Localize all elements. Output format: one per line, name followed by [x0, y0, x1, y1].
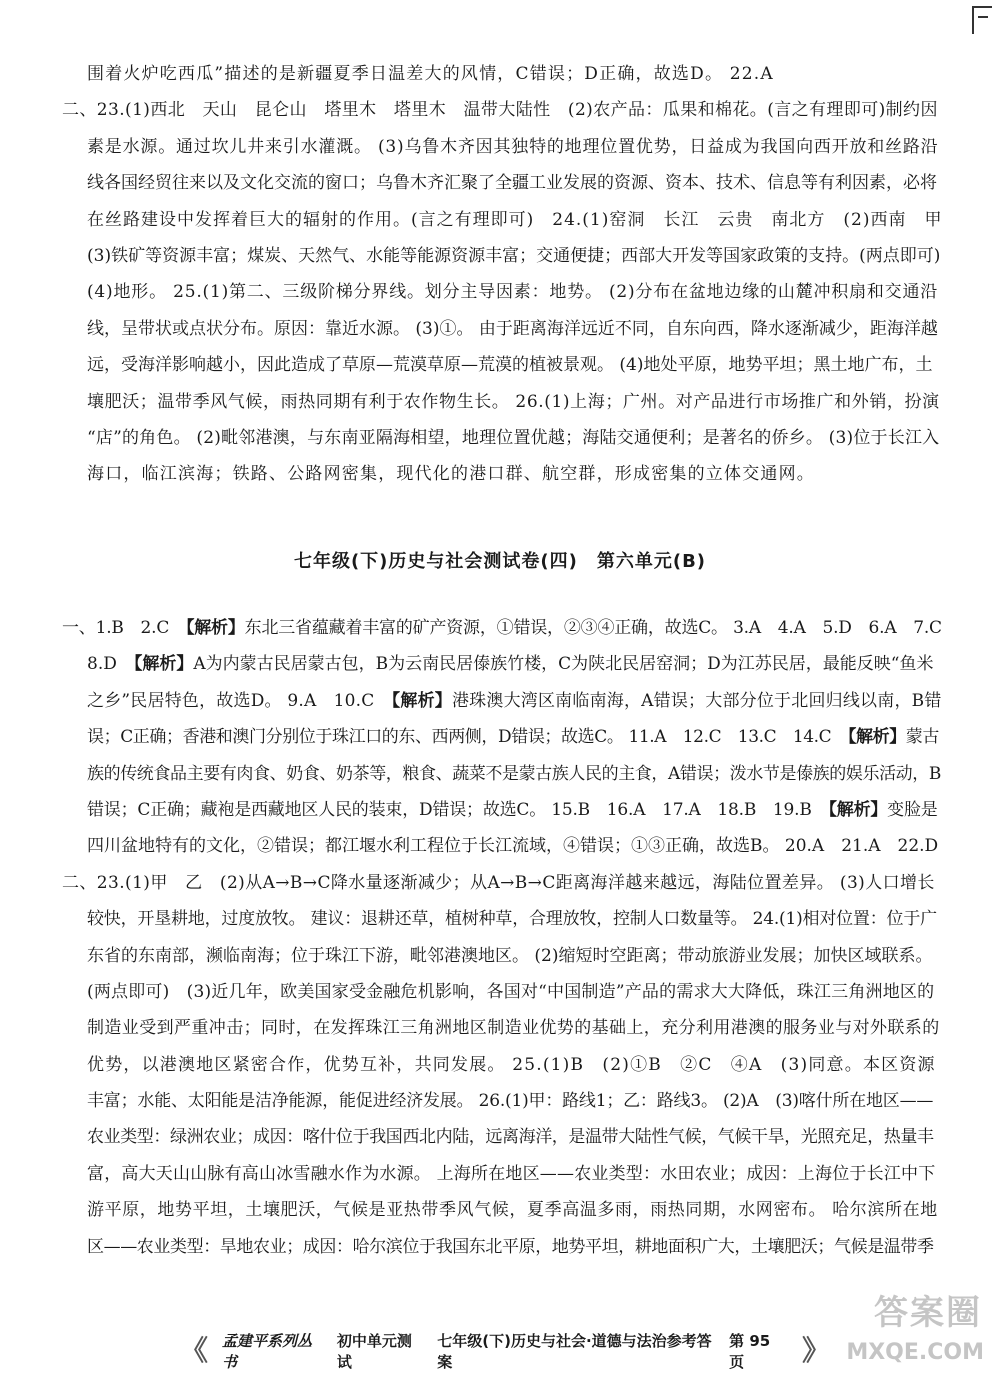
analysis-marker: 【解析】	[133, 654, 194, 675]
answer-line: 二、23.(1)甲 乙 (2)从A→B→C降水量逐渐减少；从A→B→C距离海洋越来越远，海陆位置差异。 (3)人口增长	[62, 872, 935, 893]
answer-line: 海口，临江滨海；铁路、公路网密集，现代化的港口群、航空群，形成密集的立体交通网。	[87, 464, 815, 485]
answer-line: 8.D 【解析】A为内蒙古民居蒙古包，B为云南民居傣族竹楼，C为陕北民居窑洞；D为江苏民居，最能反映“鱼米	[87, 654, 934, 675]
answer-line: 素是水源。通过坎儿井来引水灌溉。 (3)乌鲁木齐因其独特的地理位置优势，日益成为我国向西开放和丝路沿	[87, 136, 939, 157]
answer-line: (两点即可) (3)近几年，欧美国家受金融危机影响，各国对“中国制造”产品的需求大大降低，珠江三角洲地区的	[87, 981, 935, 1002]
page-number: 第 95 页	[729, 1332, 771, 1371]
answer-line: 游平原，地势平坦，土壤肥沃，气候是亚热带季风气候，夏季高温多雨，雨热同期，水网密布。 哈尔滨所在地	[87, 1200, 938, 1221]
answer-line: 农业类型：绿洲农业；成因：喀什位于我国西北内陆，远离海洋，是温带大陆性气候，气候干旱，光照充足，热量丰	[87, 1127, 934, 1148]
answer-line: 线各国经贸往来以及文化交流的窗口；乌鲁木齐汇聚了全疆工业发展的资源、资本、技术、信息等有利因素，必将	[87, 173, 937, 194]
answer-line: (3)铁矿等资源丰富；煤炭、天然气、水能等能源资源丰富；交通便捷；西部大开发等国家政策的支持。(两点即可)	[87, 245, 941, 266]
answer-line: 线，呈带状或点状分布。原因：靠近水源。 (3)①。 由于距离海洋远近不同，自东向西，降水逐渐减少，距海洋越	[87, 318, 938, 339]
answer-line: 富，高大天山山脉有高山冰雪融水作为水源。 上海所在地区——农业类型：水田农业；成因：上海位于长江中下	[87, 1163, 936, 1184]
page-footer	[180, 1332, 830, 1371]
answer-line: 区——农业类型：旱地农业；成因：哈尔滨位于我国东北平原，地势平坦，耕地面积广大，土壤肥沃；气候是温带季	[87, 1236, 934, 1257]
answer-line: 在丝路建设中发挥着巨大的辐射的作用。(言之有理即可) 24.(1)窑洞 长江 云贵 南北方 (2)西南 甲	[87, 209, 943, 230]
answer-line: 围着火炉吃西瓜”描述的是新疆夏季日温差大的风情，C错误；D正确，故选D。 22.A	[87, 64, 774, 84]
analysis-marker: 【解析】	[185, 618, 245, 638]
section-title: 七年级(下)历史与社会测试卷(四) 第六单元(B)	[293, 551, 707, 572]
analysis-marker: 【解析】	[391, 690, 452, 711]
watermark-text: 答案圈	[874, 1293, 982, 1333]
watermark-url: MXQE.COM	[846, 1340, 984, 1365]
answer-line: 之乡”民居特色，故选D。 9.A 10.C 【解析】港珠澳大湾区南临南海，A错误；大部分位于北回归线以南，B错	[87, 690, 942, 711]
answer-line: 一、1.B 2.C 【解析】东北三省蕴藏着丰富的矿产资源，①错误，②③④正确，故选C。 3.A 4.A 5.D 6.A 7.C	[62, 618, 942, 638]
footer-subject: 七年级(下)历史与社会·道德与法治参考答案	[437, 1332, 712, 1371]
chevron-right-icon: 》	[801, 1334, 830, 1367]
answer-line: 制造业受到严重冲击；同时，在发挥珠江三角洲地区制造业优势的基础上，充分利用港澳的服务业与对外联系的	[87, 1018, 940, 1039]
answer-line: 远，受海洋影响越小，因此造成了草原—荒漠草原—荒漠的植被景观。 (4)地处平原，地势平坦；黑土地广布，土	[87, 355, 933, 376]
answer-line: 错误；C正确；藏袍是西藏地区人民的装束，D错误；故选C。 15.B 16.A 17.A 18.B 19.B 【解析】变脸是	[87, 799, 938, 820]
answer-line: 二、23.(1)西北 天山 昆仑山 塔里木 塔里木 温带大陆性 (2)农产品：瓜果和棉花。(言之有理即可)制约因	[62, 100, 938, 121]
corner-mark-icon	[972, 6, 992, 34]
answer-line: 壤肥沃；温带季风气候，雨热同期有利于农作物生长。 26.(1)上海；广州。对产品进行市场推广和外销，扮演	[87, 391, 940, 412]
answer-line: 优势，以港澳地区紧密合作，优势互补，共同发展。 25.(1)B (2)①B ②C ④A (3)同意。本区资源	[87, 1054, 936, 1075]
answer-line: 较快，开垦耕地，过度放牧。 建议：退耕还草，植树种草，合理放牧，控制人口数量等。 24.(1)相对位置：位于广	[87, 909, 937, 930]
footer-book: 初中单元测试	[336, 1332, 412, 1371]
answer-line: 丰富；水能、太阳能是洁净能源，能促进经济发展。 26.(1)甲：路线1；乙：路线3。 (2)A (3)喀什所在地区——	[87, 1091, 934, 1112]
answer-line: (4)地形。 25.(1)第二、三级阶梯分界线。划分主导因素：地势。 (2)分布在盆地边缘的山麓冲积扇和交通沿	[87, 282, 939, 303]
answer-section-2	[62, 610, 942, 1265]
analysis-marker: 【解析】	[828, 799, 888, 820]
answer-line: “店”的角色。 (2)毗邻港澳，与东南亚隔海相望，地理位置优越；海陆交通便利；是著名的侨乡。 (3)位于长江入	[87, 427, 940, 448]
analysis-marker: 【解析】	[847, 727, 906, 748]
footer-series: 孟建平系列丛书	[222, 1332, 313, 1371]
answer-section-1	[62, 56, 942, 493]
watermark-logo	[800, 1285, 990, 1365]
answer-line: 四川盆地特有的文化，②错误；都江堰水利工程位于长江流域，④错误；①③正确，故选B。 20.A 21.A 22.D	[87, 836, 939, 857]
answer-line: 误；C正确；香港和澳门分别位于珠江口的东、西两侧，D错误；故选C。 11.A 12.C 13.C 14.C 【解析】蒙古	[87, 727, 939, 748]
answer-line: 东省的东南部，濒临南海；位于珠江下游，毗邻港澳地区。 (2)缩短时空距离；带动旅游业发展；加快区域联系。	[87, 945, 933, 966]
answer-line: 族的传统食品主要有肉食、奶食、奶茶等，粮食、蔬菜不是蒙古族人民的主食，A错误；泼水节是傣族的娱乐活动，B	[87, 763, 941, 784]
chevron-left-icon: 《	[180, 1334, 209, 1367]
